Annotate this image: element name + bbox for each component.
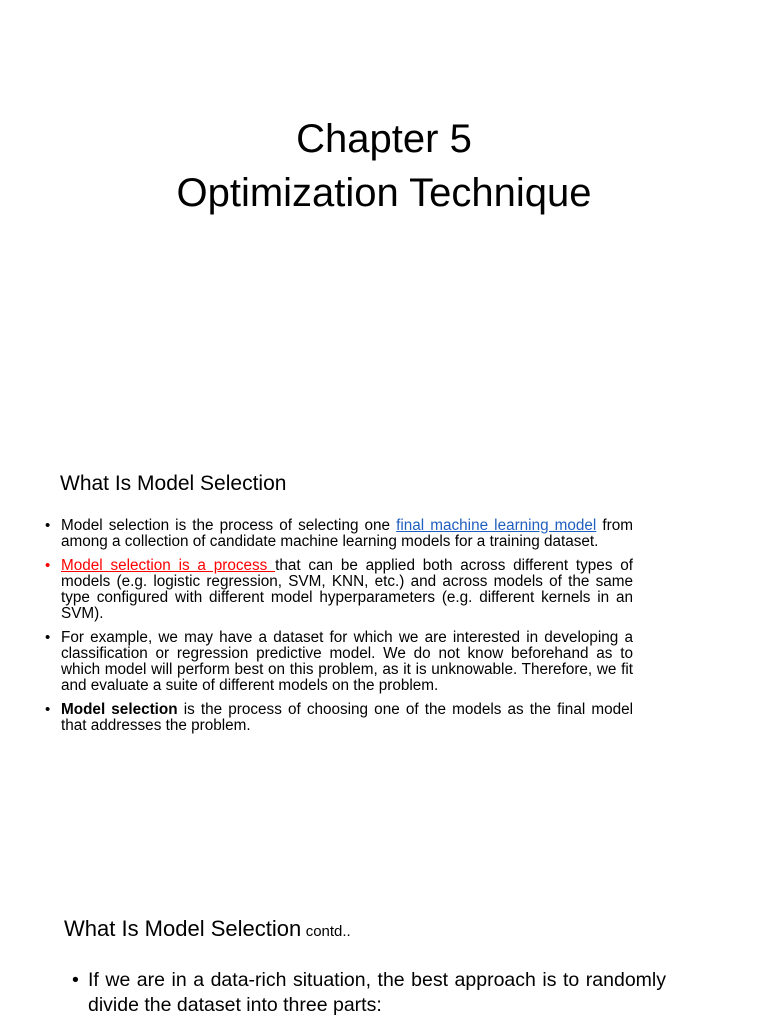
bullet-list: [45, 518, 633, 742]
bullet-list: [72, 968, 666, 1018]
final-model-link[interactable]: final machine learning model: [396, 517, 597, 534]
bullet-text: that can be applied both across different types of models (e.g. logistic regression, SVM, KNN, etc.) and across models of the same type configured with different model hyperparameters (e.g. different kernels in an SVM).: [61, 557, 634, 622]
bold-term: Model selection: [61, 701, 178, 718]
model-selection-contd-slide: [0, 870, 768, 1024]
chapter-name: Optimization Technique: [176, 171, 592, 215]
slide-heading: [64, 914, 351, 947]
bullet-text: If we are in a data-rich situation, the best approach is to randomly divide the dataset into three parts:: [88, 969, 666, 1016]
bullet-text: is the process of choosing one of the models as the final model that addresses the problem.: [61, 701, 633, 734]
bullet-text: For example, we may have a dataset for which we are interested in developing a classification or regression predictive model. We do not know beforehand as to which model will perform best on this problem, as it is unknowable. Therefore, we fit and evaluate a suite of different models on the problem.: [61, 629, 633, 694]
heading-main: What Is Model Selection: [64, 916, 302, 941]
chapter-number: Chapter 5: [296, 117, 472, 161]
model-selection-slide: [0, 430, 768, 870]
list-item: [45, 558, 633, 622]
chapter-title: [0, 112, 768, 220]
bullet-icon: •: [72, 969, 79, 991]
bullet-icon: •: [45, 557, 51, 574]
bullet-text: from among a collection of candidate machine learning models for a training dataset.: [61, 517, 633, 550]
title-slide: [0, 0, 768, 430]
heading-suffix: contd..: [305, 923, 351, 940]
highlighted-phrase[interactable]: Model selection is a process: [61, 557, 276, 574]
bullet-icon: •: [45, 701, 51, 718]
slide-heading: What Is Model Selection: [60, 472, 287, 495]
list-item: [45, 518, 633, 550]
list-item: [45, 702, 633, 734]
list-item: [72, 968, 666, 1018]
list-item: [45, 630, 633, 694]
bullet-icon: •: [45, 629, 51, 646]
bullet-icon: •: [45, 517, 51, 534]
bullet-text: Model selection is the process of selecting one: [61, 517, 397, 534]
